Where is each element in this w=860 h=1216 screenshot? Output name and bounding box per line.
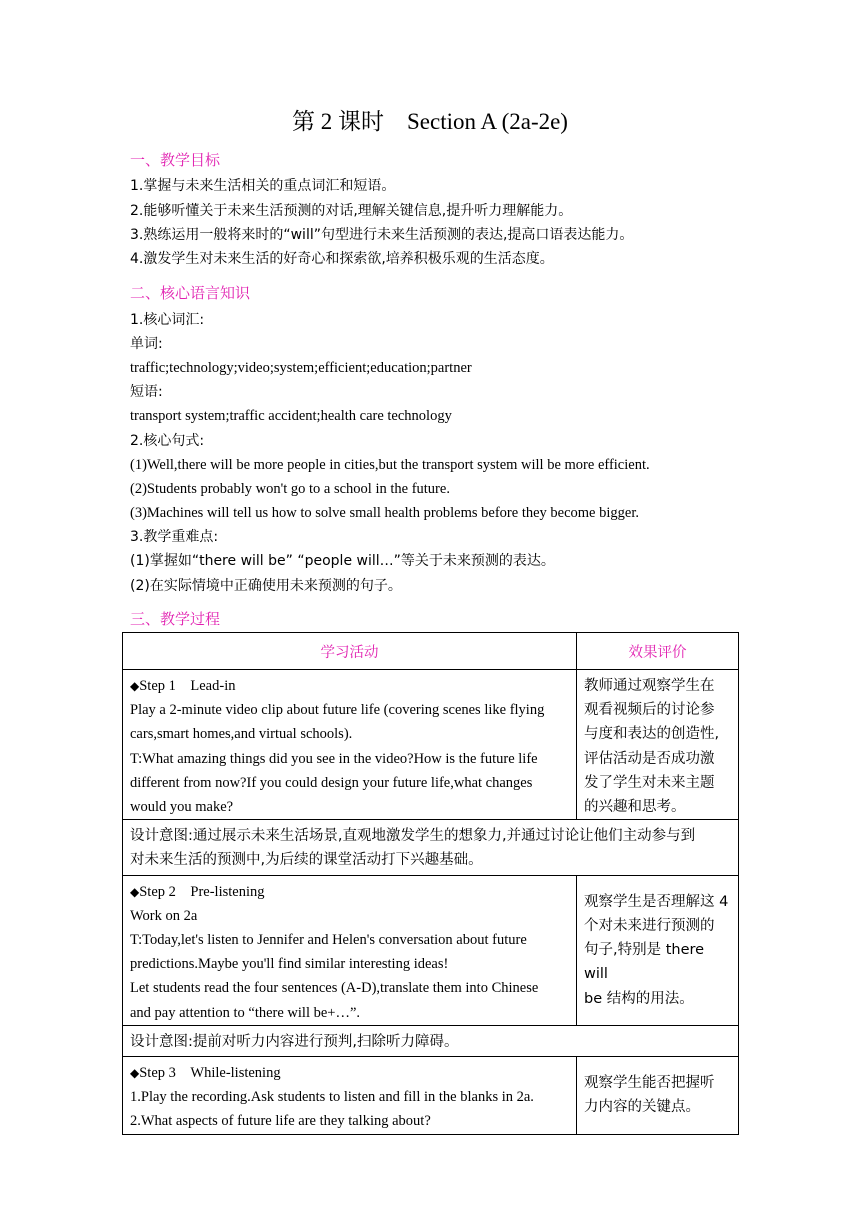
eval-line: 句子,特别是 there will: [584, 942, 705, 983]
activity-line: Work on 2a: [130, 907, 198, 924]
words-label: 单词:: [130, 336, 163, 352]
words-list: traffic;technology;video;system;efficient;education;partner: [130, 360, 472, 376]
table-row-step1: [123, 670, 739, 820]
eval-cell: [577, 1057, 739, 1135]
sentence-item: (2)Students probably won't go to a school in the future.: [130, 481, 450, 497]
eval-line: 发了学生对未来主题: [584, 774, 715, 791]
objective-item: 3.熟练运用一般将来时的“will”句型进行未来生活预测的表达,提高口语表达能力。: [130, 227, 634, 243]
activity-line: 2.What aspects of future life are they talking about?: [130, 1113, 431, 1130]
design-row-step1: [123, 820, 739, 875]
eval-line: 力内容的关键点。: [584, 1099, 700, 1116]
objective-item: 4.激发学生对未来生活的好奇心和探索欲,培养积极乐观的生活态度。: [130, 251, 554, 267]
activity-line: different from now?If you could design your future life,what changes: [130, 774, 533, 791]
activity-line: would you make?: [130, 799, 234, 816]
design-intent-cell: [123, 1025, 739, 1056]
diamond-bullet-icon: ◆: [130, 884, 140, 899]
phrases-label: 短语:: [130, 384, 163, 400]
activity-line: T:What amazing things did you see in the video?How is the future life: [130, 750, 538, 767]
section-heading-process: 三、教学过程: [130, 610, 221, 628]
activity-line: cars,smart homes,and virtual schools).: [130, 726, 353, 743]
table-header-row: [123, 633, 739, 670]
eval-cell: [577, 875, 739, 1025]
eval-line: 评估活动是否成功激: [584, 750, 715, 767]
step-title: ◆Step 1 Lead-in: [130, 678, 236, 694]
column-header-eval: 效果评价: [577, 633, 739, 670]
section-heading-language: 二、核心语言知识: [130, 284, 251, 302]
activity-cell: [123, 670, 577, 820]
table-row-step3: [123, 1057, 739, 1135]
diamond-bullet-icon: ◆: [130, 1066, 140, 1081]
eval-line: be 结构的用法。: [584, 990, 694, 1007]
design-line: 对未来生活的预测中,为后续的课堂活动打下兴趣基础。: [130, 852, 483, 869]
key-points-label: 3.教学重难点:: [130, 529, 219, 545]
step-title: ◆Step 2 Pre-listening: [130, 883, 265, 900]
activity-line: T:Today,let's listen to Jennifer and Helen's conversation about future: [130, 932, 527, 949]
activity-cell: [123, 875, 577, 1025]
design-intent-cell: [123, 820, 739, 875]
design-line: 设计意图:提前对听力内容进行预判,扫除听力障碍。: [130, 1033, 459, 1050]
phrases-list: transport system;traffic accident;health care technology: [130, 408, 452, 424]
eval-line: 教师通过观察学生在: [584, 678, 715, 694]
activity-line: Play a 2-minute video clip about future life (covering scenes like flying: [130, 702, 545, 719]
activity-line: predictions.Maybe you'll find similar interesting ideas!: [130, 956, 449, 973]
activity-line: 1.Play the recording.Ask students to listen and fill in the blanks in 2a.: [130, 1089, 534, 1106]
objective-item: 1.掌握与未来生活相关的重点词汇和短语。: [130, 178, 396, 194]
eval-line: 的兴趣和思考。: [584, 799, 686, 816]
design-line: 设计意图:通过展示未来生活场景,直观地激发学生的想象力,并通过讨论让他们主动参与到: [130, 828, 696, 845]
eval-line: 与度和表达的创造性,: [584, 726, 720, 743]
key-point-item: (1)掌握如“there will be” “people will…”等关于未来预测的表达。: [130, 553, 555, 569]
eval-line: 观看视频后的讨论参: [584, 702, 715, 719]
activity-line: Let students read the four sentences (A-D),translate them into Chinese: [130, 980, 539, 997]
key-point-item: (2)在实际情境中正确使用未来预测的句子。: [130, 578, 402, 594]
sentences-label: 2.核心句式:: [130, 433, 205, 449]
eval-line: 观察学生是否理解这 4: [584, 893, 729, 910]
sentence-item: (1)Well,there will be more people in cities,but the transport system will be more efficient.: [130, 457, 650, 473]
step-title: ◆Step 3 While-listening: [130, 1065, 281, 1082]
eval-line: 个对未来进行预测的: [584, 917, 715, 934]
diamond-bullet-icon: ◆: [130, 679, 140, 693]
objective-item: 2.能够听懂关于未来生活预测的对话,理解关键信息,提升听力理解能力。: [130, 203, 573, 219]
activity-line: and pay attention to “there will be+…”.: [130, 1004, 361, 1021]
vocab-label: 1.核心词汇:: [130, 312, 205, 328]
column-header-activity: 学习活动: [123, 633, 577, 670]
eval-cell: [577, 670, 739, 820]
activity-cell: [123, 1057, 577, 1135]
section-heading-objectives: 一、教学目标: [130, 151, 221, 169]
eval-line: 观察学生能否把握听: [584, 1075, 715, 1092]
lesson-title: 第 2 课时 Section A (2a-2e): [292, 109, 568, 134]
table-row-step2: [123, 875, 739, 1025]
teaching-process-table: [122, 632, 739, 1135]
design-row-step2: [123, 1025, 739, 1056]
sentence-item: (3)Machines will tell us how to solve small health problems before they become bigger.: [130, 505, 639, 521]
